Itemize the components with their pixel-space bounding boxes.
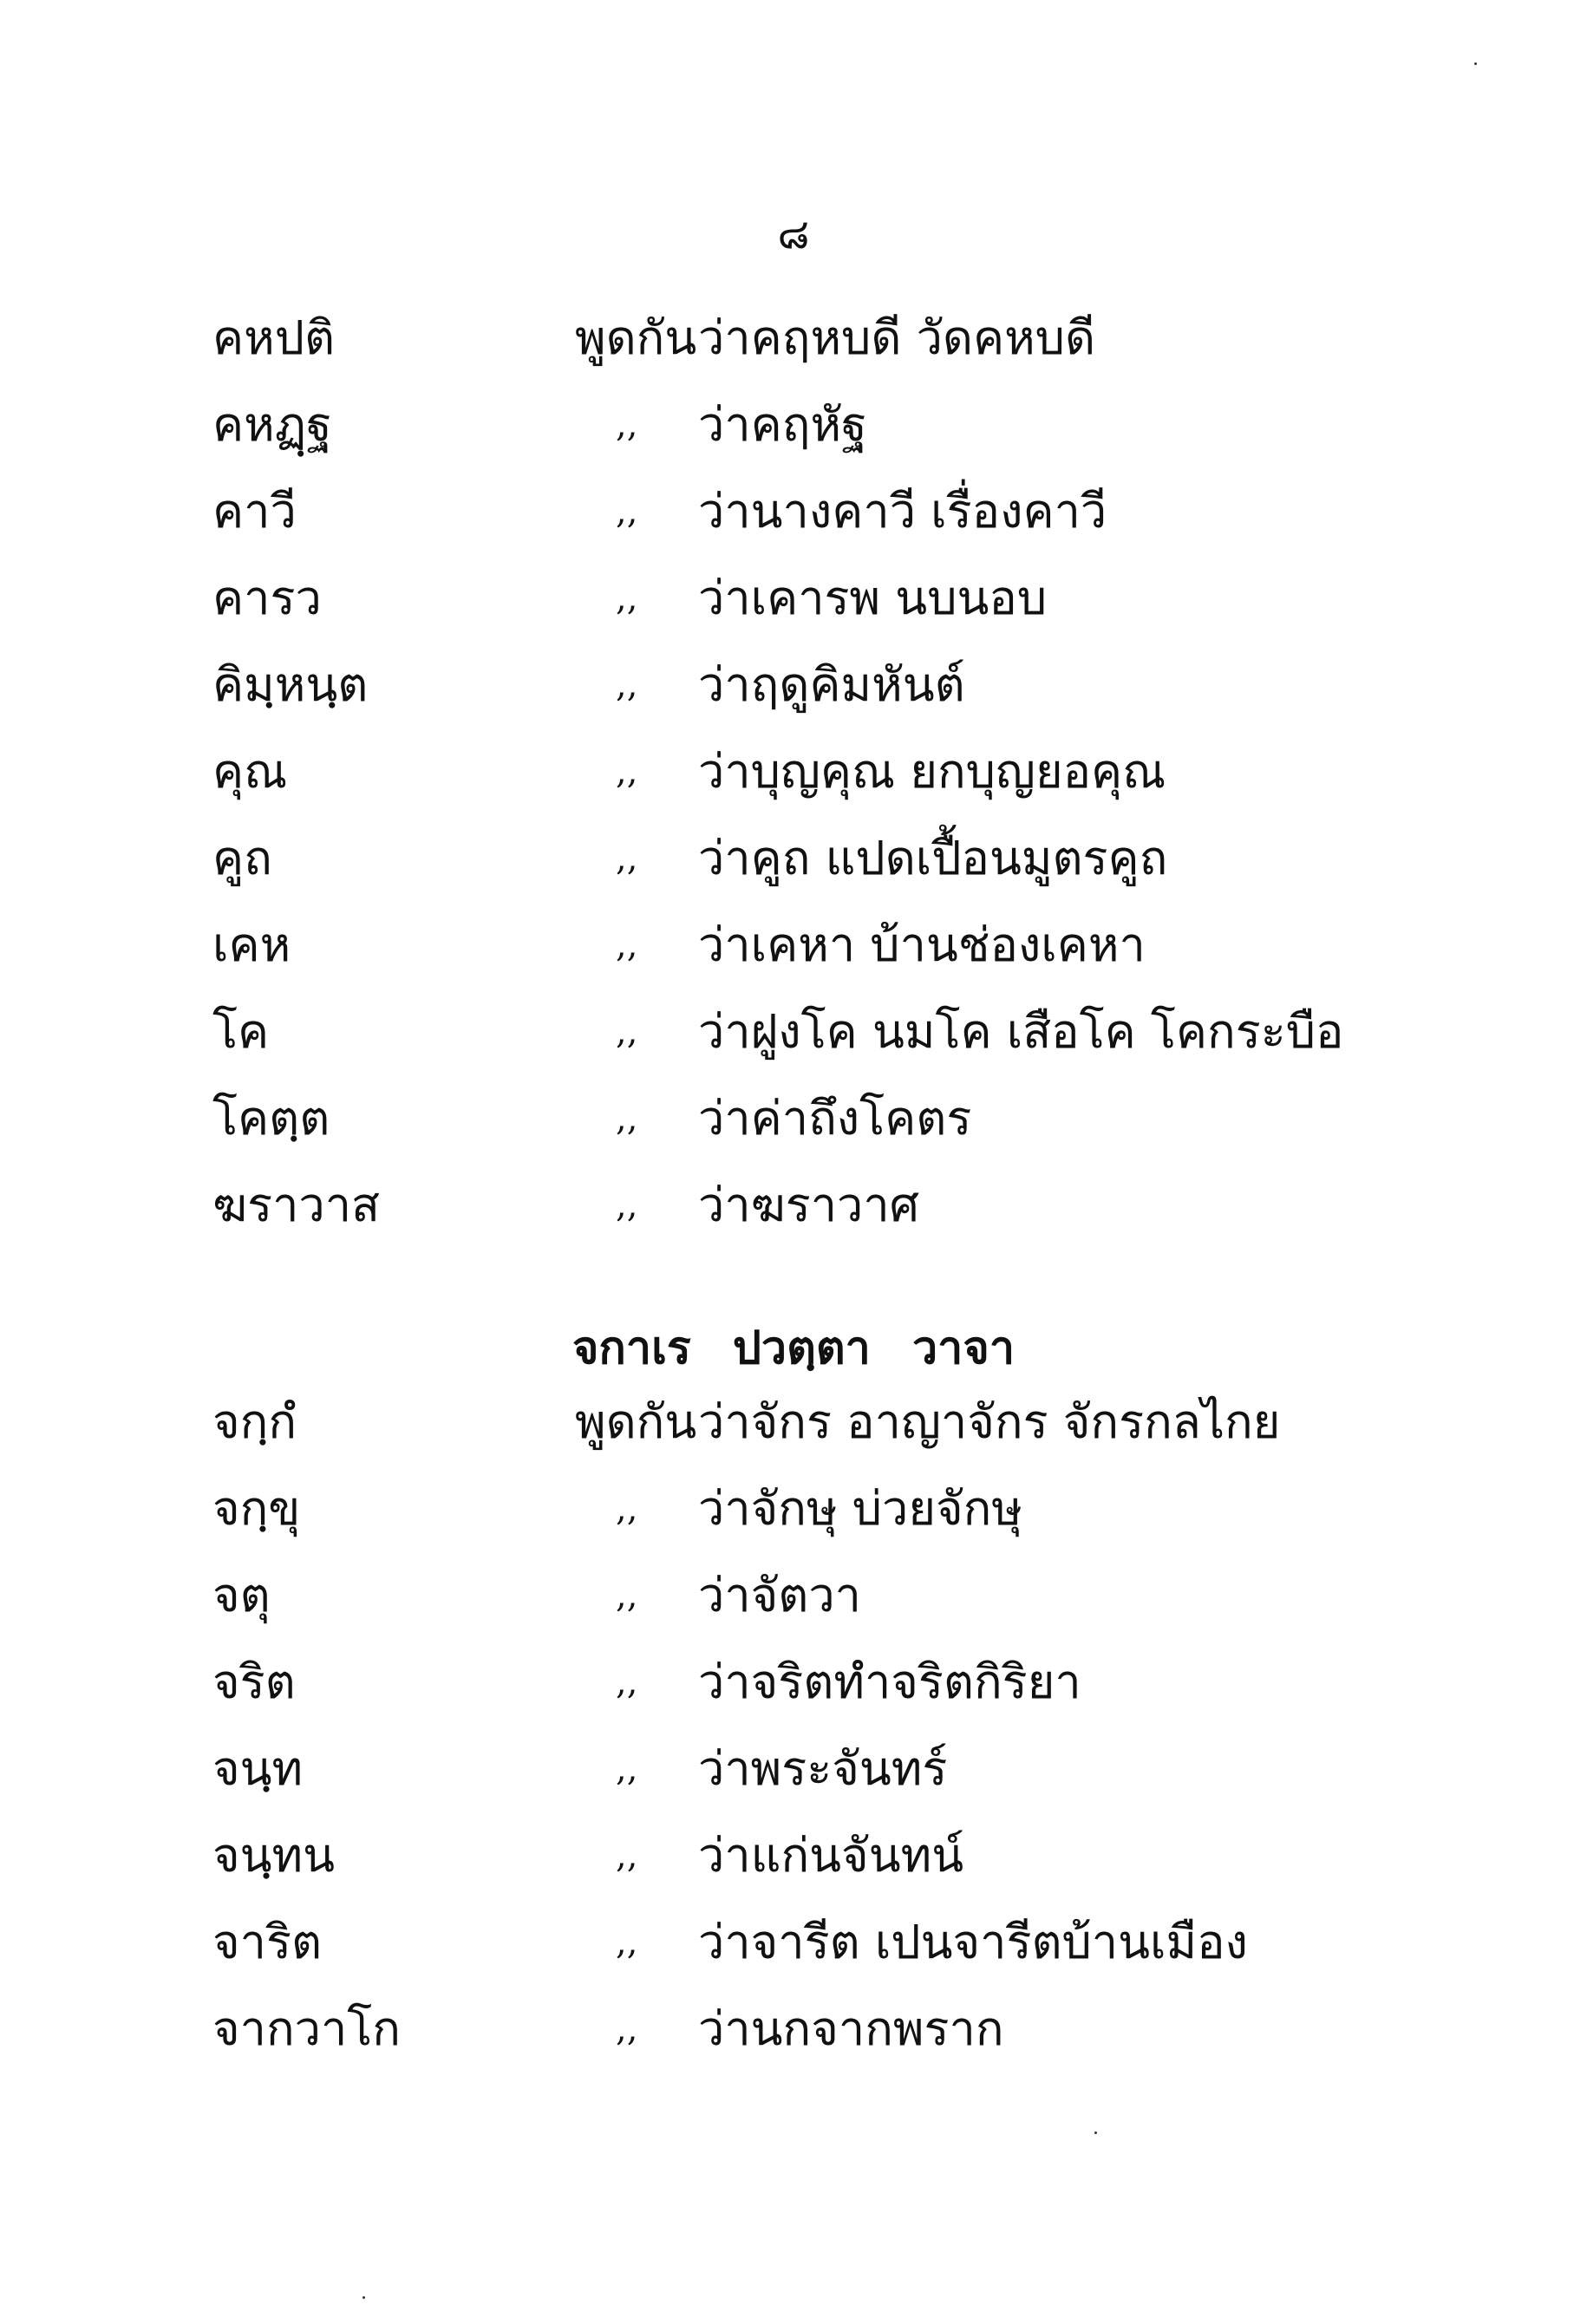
entry-term: จนฺท: [212, 1741, 304, 1796]
entry-gloss: ว่าเคารพ นบนอบ: [698, 571, 1048, 625]
entry-term: คิมฺหนฺต: [212, 657, 369, 712]
scan-speck: [1474, 62, 1477, 65]
entry-term: จากวาโก: [212, 2001, 402, 2056]
scan-speck: [362, 2296, 365, 2299]
entry-row: [212, 382, 1427, 468]
entry-gloss: ว่าฆราวาศ: [698, 1178, 919, 1232]
entry-term: ฆราวาส: [212, 1178, 381, 1232]
entry-gloss: ว่าคฤหบดี วัดคหบดี: [698, 310, 1096, 365]
ditto-mark: ,,: [616, 665, 638, 705]
ditto-mark: ,,: [616, 578, 638, 618]
entry-row: [212, 989, 1427, 1075]
entry-gloss: ว่าจารีต เปนจารีตบ้านเมือง: [698, 1915, 1248, 1969]
entry-row: [212, 295, 1427, 382]
ditto-mark: ,,: [616, 1749, 638, 1789]
entry-list-1: [212, 295, 1427, 1249]
ditto-mark: ,,: [616, 1923, 638, 1962]
entry-term: โค: [212, 1004, 270, 1059]
ditto-mark: ,,: [616, 1576, 638, 1616]
entry-row: [212, 555, 1427, 642]
page-number: ๘: [777, 210, 810, 258]
entry-term: คหฏฺฐ: [212, 397, 332, 452]
entry-term: จกฺกํ: [212, 1394, 297, 1449]
entry-gloss: ว่าจริตทำจริตกิริยา: [698, 1655, 1081, 1709]
entry-row: [212, 468, 1427, 555]
entry-gloss: ว่าพระจันทร์: [698, 1741, 948, 1796]
entry-term: จริต: [212, 1655, 296, 1709]
ditto-mark: ,,: [616, 492, 638, 532]
entry-gloss: ว่าจักษุ บ่วยจักษุ: [698, 1481, 1022, 1536]
entry-gloss: ว่าจัตวา: [698, 1568, 861, 1622]
ditto-mark: ,,: [616, 1489, 638, 1529]
entry-gloss: ว่าฝูงโค นมโค เสือโค โคกระบือ: [698, 1004, 1344, 1059]
entry-row: [212, 1986, 1427, 2073]
ditto-mark: ,,: [616, 839, 638, 878]
ditto-mark: ,,: [616, 2009, 638, 2049]
entry-row: [212, 815, 1427, 902]
entry-term: จาริต: [212, 1915, 323, 1969]
entry-row: [212, 1379, 1427, 1466]
entry-gloss: ว่าฤดูคิมหันต์: [698, 657, 965, 712]
entry-term: จนฺทน: [212, 1828, 336, 1883]
entry-gloss: ว่าบุญคุณ ยกบุญยอคุณ: [698, 744, 1166, 799]
entry-gloss: ว่าจักร อาญาจักร จักรกลไกย: [698, 1394, 1281, 1449]
entry-list-2: [212, 1379, 1427, 2073]
entry-row: [212, 1639, 1427, 1726]
entry-gloss: ว่านางคาวี เรื่องคาวี: [698, 484, 1107, 539]
entry-row: [212, 902, 1427, 989]
entry-row: [212, 1812, 1427, 1899]
entry-term: คหปติ: [212, 310, 336, 365]
entry-gloss: ว่าแก่นจันทน์: [698, 1828, 964, 1883]
scan-speck: [1094, 2131, 1097, 2134]
entry-term: คุณ: [212, 744, 288, 799]
ditto-mark: ,,: [616, 752, 638, 792]
entry-term: คาวี: [212, 484, 297, 539]
entry-row: [212, 1552, 1427, 1639]
entry-term: คูถ: [212, 831, 272, 885]
entry-row: [212, 1162, 1427, 1249]
entry-row: [212, 728, 1427, 815]
ditto-mark: ,,: [616, 1099, 638, 1139]
entry-row: [212, 1466, 1427, 1552]
entry-term: จตุ: [212, 1568, 271, 1622]
entry-term: คารว: [212, 571, 322, 625]
entry-gloss: ว่าคฤหัฐ: [698, 397, 867, 452]
entry-row: [212, 1726, 1427, 1812]
ditto-mark: ,,: [616, 1836, 638, 1876]
entry-row: [212, 1075, 1427, 1162]
entry-gloss: ว่านกจากพราก: [698, 2001, 1004, 2056]
ditto-mark: ,,: [616, 1185, 638, 1225]
entry-row: [212, 1899, 1427, 1986]
ditto-mark: ,,: [616, 405, 638, 445]
entry-gloss: ว่าคูถ แปดเปื้อนมูตรคูถ: [698, 831, 1168, 885]
entry-term: เคห: [212, 917, 291, 972]
ditto-mark: ,,: [616, 1662, 638, 1702]
entry-term: โคตฺต: [212, 1091, 330, 1146]
entry-gloss: ว่าเคหา บ้านช่องเคหา: [698, 917, 1146, 972]
entry-gloss: ว่าค่าถึงโคตร: [698, 1091, 972, 1146]
section-heading: จกาเร ปวตฺตา วาจา: [571, 1322, 1016, 1374]
ditto-mark: ,,: [616, 925, 638, 965]
entry-prefix: พูดกัน: [575, 1394, 697, 1449]
ditto-mark: ,,: [616, 1012, 638, 1052]
entry-row: [212, 642, 1427, 728]
entry-term: จกฺขุ: [212, 1481, 301, 1536]
entry-prefix: พูดกัน: [575, 310, 697, 365]
